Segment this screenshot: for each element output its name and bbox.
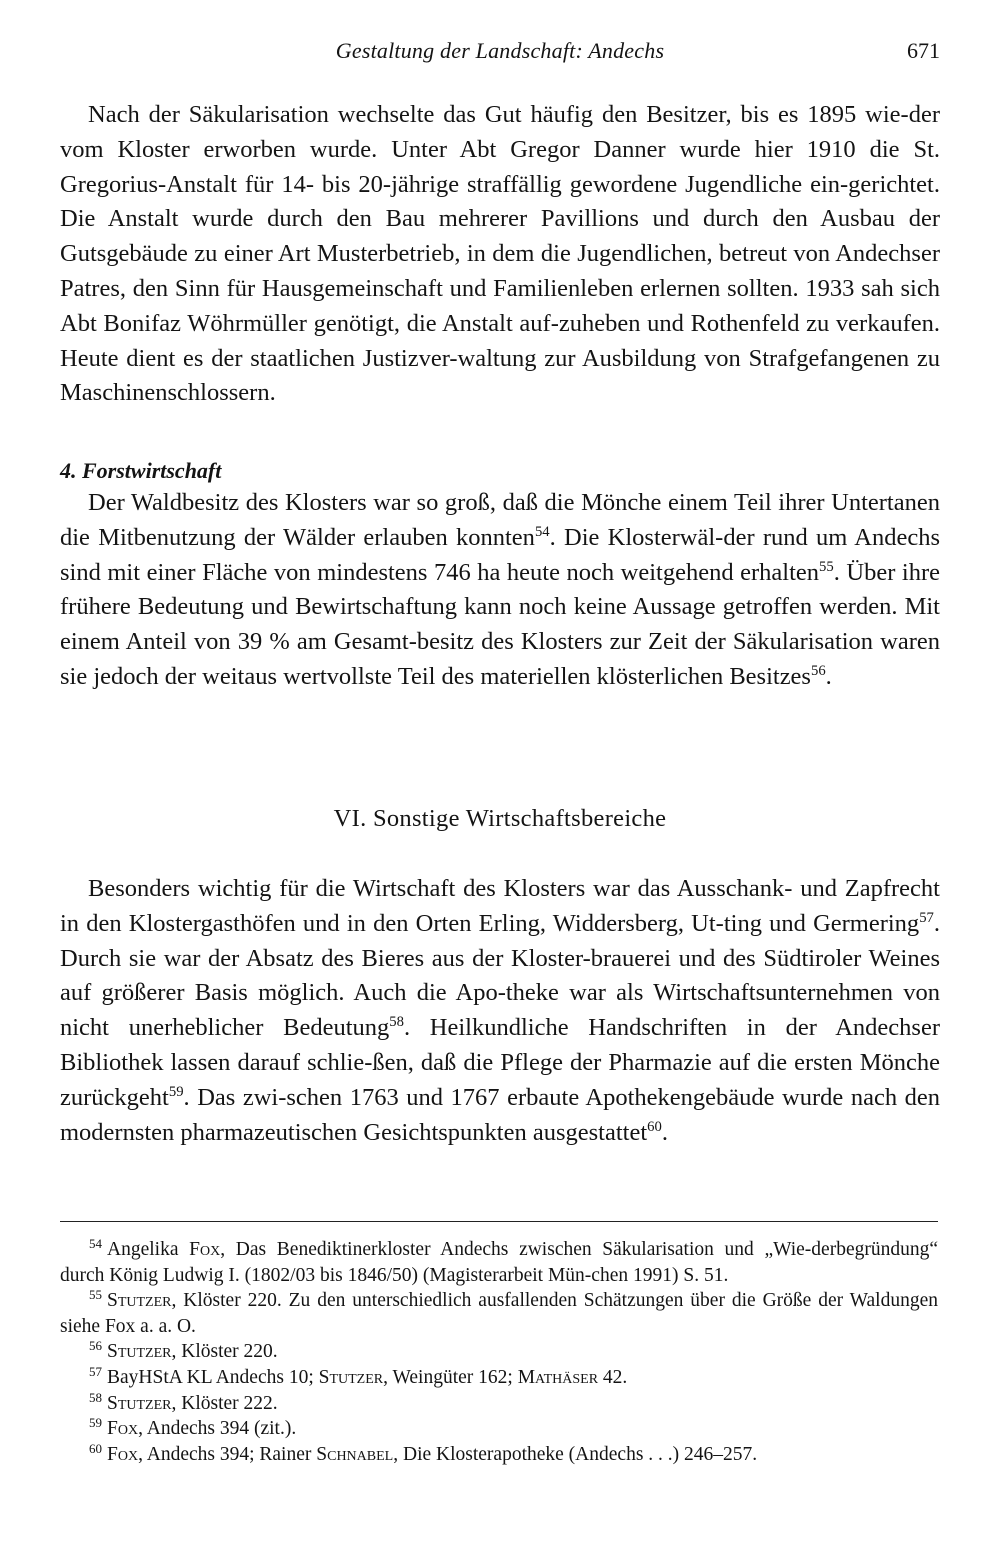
footnote-56: 56 Stutzer, Klöster 220. [89, 1338, 278, 1363]
footnote-ref[interactable]: 55 [819, 558, 834, 575]
paragraph-forstwirtschaft [60, 486, 940, 695]
footnote-author: Stutzer [318, 1366, 384, 1388]
footnote-54: 54 Angelika Fox, Das Benediktinerkloster Andechs zwischen Säkularisation und „Wie-derbegründung“ durch König Ludwig I. (1802/03 bis 1846/50) (Magisterarbeit Mün-chen 1991) S. 51. [60, 1236, 938, 1286]
page-number: 671 [907, 38, 940, 63]
footnote-author: Schnabel [316, 1443, 394, 1465]
running-title: Gestaltung der Landschaft: Andechs [335, 38, 665, 63]
footnote-ref[interactable]: 58 [389, 1014, 404, 1031]
section-heading-vi: VI. Sonstige Wirtschaftsbereiche [333, 805, 667, 832]
footnote-58: 58 Stutzer, Klöster 222. [89, 1389, 278, 1414]
footnote-author: Stutzer [107, 1392, 172, 1414]
footnote-text: , Die Klosterapotheke (Andechs . . .) 246–257. [393, 1443, 758, 1465]
paragraph-text-a: Besonders wichtig für die Wirtschaft des Klosters war das Ausschank- und Zapfrecht in den Klostergasthöfen und in den Orten Erling, Widdersberg, Ut-ting und Germering [60, 875, 940, 937]
footnote-author: Mathäser [517, 1366, 599, 1388]
footnote-59: 59 Fox, Andechs 394 (zit.). [89, 1415, 297, 1440]
footnote-text: , Klöster 222. [171, 1392, 278, 1414]
paragraph-text-a: Der Waldbesitz des Klosters war so groß, daß die Mönche einem Teil ihrer Untertanen die Mitbenutzung der Wälder erlauben konnten [60, 489, 940, 551]
footnote-text: , Weingüter 162; [383, 1366, 518, 1388]
footnote-55: 55 Stutzer, Klöster 220. Zu den unterschiedlich ausfallenden Schätzungen über die Größe der Waldungen siehe Fox a. a. O. [60, 1287, 938, 1337]
footnote-text: , Andechs 394; Rainer [138, 1443, 317, 1465]
footnote-ref[interactable]: 57 [919, 909, 934, 926]
paragraph-text [60, 98, 940, 411]
paragraph-text-b: . Die Klosterwäl-der rund um Andechs sind mit einer Fläche von mindestens 746 ha heute noch weitgehend erhalten [60, 523, 940, 586]
paragraph-text-b: . Durch sie war der Absatz des Bieres aus der Kloster-brauerei und des Südtiroler Weines auf größerer Basis möglich. Auch die Apo-theke war als Wirtschaftsunternehmen von nicht unerheblicher Bedeutung [60, 909, 940, 1042]
footnote-text: Angelika [107, 1239, 190, 1260]
footnote-60: 60 Fox, Andechs 394; Rainer Schnabel, Die Klosterapotheke (Andechs . . .) 246–257. [89, 1440, 758, 1465]
footnote-divider [60, 1221, 938, 1222]
section-forstwirtschaft [60, 456, 940, 695]
paragraph-text-d: . [825, 662, 832, 690]
footnote-author: Stutzer [107, 1341, 172, 1363]
footnotes [60, 1237, 938, 1467]
footnote-text: , Klöster 220. [171, 1341, 278, 1363]
footnote-ref[interactable]: 59 [168, 1083, 184, 1100]
footnote-ref[interactable]: 56 [810, 662, 826, 679]
footnote-author: Fox [107, 1418, 139, 1440]
footnote-author: Stutzer [107, 1290, 172, 1312]
footnote-ref[interactable]: 54 [534, 523, 550, 540]
footnote-text: , Andechs 394 (zit.). [138, 1418, 297, 1440]
footnote-ref[interactable]: 60 [647, 1118, 662, 1135]
running-header [60, 34, 940, 68]
paragraph-text-c: . Heilkundliche Handschriften in der Andechser Bibliothek lassen darauf schlie-ßen, daß die Pflege der Pharmazie auf die ersten Mönche zurückgeht [60, 1014, 940, 1111]
section-sonstige-wirtschaftsbereiche [60, 872, 940, 1150]
footnote-text: BayHStA KL Andechs 10; [107, 1366, 319, 1388]
paragraph-sonstige [60, 872, 940, 1150]
subheading-forstwirtschaft: 4. Forstwirtschaft [60, 458, 222, 483]
paragraph-text-c: . Über ihre frühere Bedeutung und Bewirtschaftung kann noch keine Aussage getroffen werden. Mit einem Anteil von 39 % am Gesamt-besitz des Klosters zur Zeit der Säkularisation waren sie jedoch der weitaus wertvollste Teil des materiellen klösterlichen Besitzes [60, 558, 940, 690]
footnote-author: Fox [189, 1239, 221, 1260]
footnote-text: , Klöster 220. Zu den unterschiedlich ausfallenden Schätzungen über die Größe der Waldungen siehe Fox a. a. O. [60, 1290, 938, 1337]
paragraph-rothenfeld [60, 98, 940, 411]
footnote-author: Fox [107, 1443, 139, 1465]
paragraph-text-e: . [661, 1118, 668, 1146]
footnote-57: 57 BayHStA KL Andechs 10; Stutzer, Weingüter 162; Mathäser 42. [89, 1363, 628, 1388]
paragraph-text-d: . Das zwi-schen 1763 und 1767 erbaute Apothekengebäude wurde nach den modernsten pharmazeutischen Gesichtspunkten ausgestattet [60, 1083, 940, 1146]
footnote-text: , Das Benediktinerkloster Andechs zwischen Säkularisation und „Wie-derbegründung“ durch König Ludwig I. (1802/03 bis 1846/50) (Magisterarbeit Mün-chen 1991) S. 51. [60, 1239, 938, 1286]
paragraph-text-a: Nach der Säkularisation wechselte das Gut häufig den Besitzer, bis es 1895 wie-der vom Kloster erworben wurde. Unter Abt Gregor Danner wurde hier 1910 die St. Gregorius-Anstalt für 14- bis 20-jährige straffällig gewordene Jugendliche ein-gerichtet. Die Anstalt wurde durch den Bau mehrerer Pavillions und durch den Ausbau der Gutsgebäude zu einer Art Musterbetrieb, in dem die Jugendlichen, betreut von Andechser Patres, den Sinn für Hausgemeinschaft und Familienleben erlernen sollten. 1933 sah sich Abt Bonifaz Wöhrmüller genötigt, die Anstalt auf-zuheben und Rothenfeld zu verkaufen. Heute dient es der staatlichen Justizver-waltung zur Ausbildung von Strafgefangenen zu Maschinenschlossern. [60, 101, 940, 407]
footnote-text: 42. [598, 1366, 628, 1388]
